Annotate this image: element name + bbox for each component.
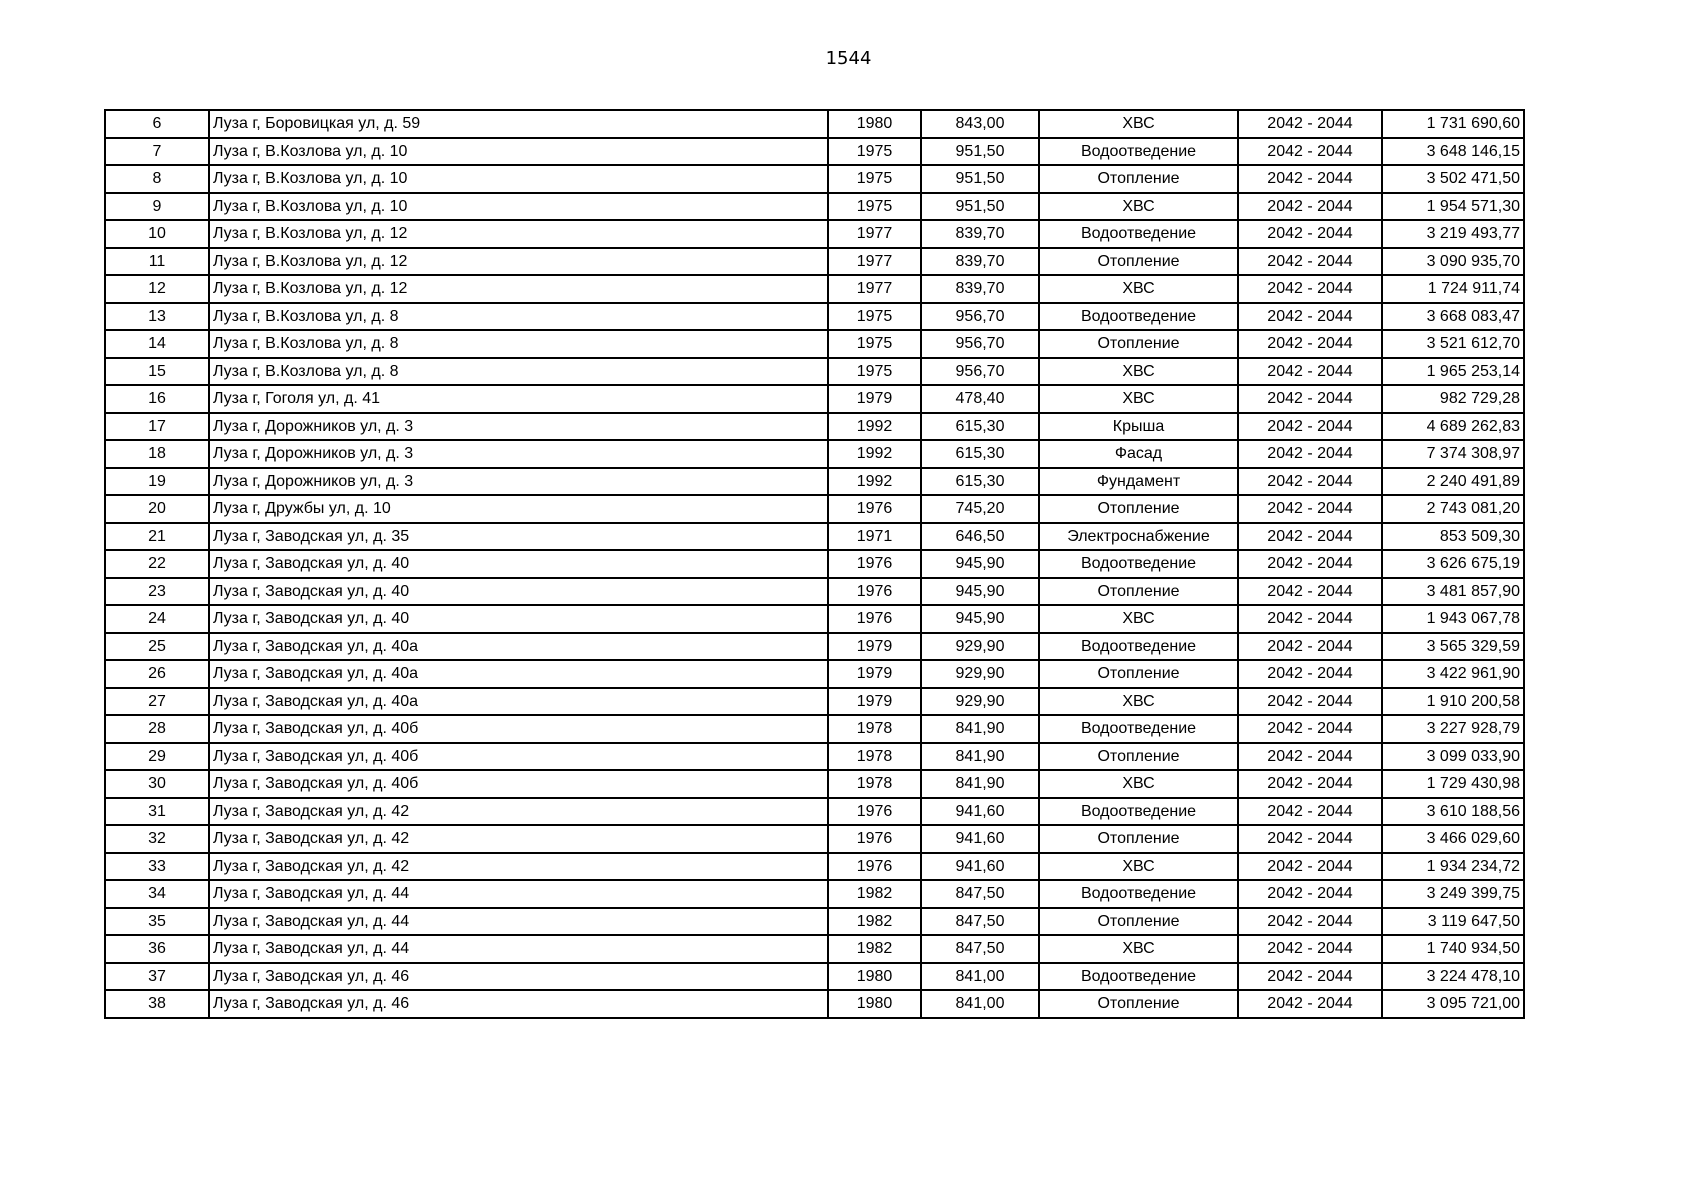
year-built-cell: 1977 [828,275,921,303]
period-cell: 2042 - 2044 [1238,715,1382,743]
area-cell: 478,40 [921,385,1039,413]
area-cell: 615,30 [921,413,1039,441]
address-cell: Луза г, В.Козлова ул, д. 12 [209,275,828,303]
year-built-cell: 1976 [828,825,921,853]
cost-cell: 4 689 262,83 [1382,413,1524,441]
table-row [105,550,1524,578]
table-row [105,413,1524,441]
address-cell: Луза г, Заводская ул, д. 40а [209,633,828,661]
work-type-cell: ХВС [1039,853,1238,881]
work-type-cell: Водоотведение [1039,798,1238,826]
area-cell: 839,70 [921,248,1039,276]
work-type-cell: Крыша [1039,413,1238,441]
year-built-cell: 1982 [828,935,921,963]
row-number-cell: 10 [105,220,209,248]
row-number-cell: 17 [105,413,209,441]
year-built-cell: 1977 [828,220,921,248]
work-type-cell: Отопление [1039,165,1238,193]
year-built-cell: 1979 [828,633,921,661]
area-cell: 841,90 [921,715,1039,743]
year-built-cell: 1978 [828,715,921,743]
address-cell: Луза г, В.Козлова ул, д. 8 [209,303,828,331]
address-cell: Луза г, Заводская ул, д. 42 [209,853,828,881]
year-built-cell: 1977 [828,248,921,276]
table-row [105,220,1524,248]
period-cell: 2042 - 2044 [1238,110,1382,138]
work-type-cell: ХВС [1039,275,1238,303]
table-row [105,275,1524,303]
area-cell: 615,30 [921,468,1039,496]
area-cell: 615,30 [921,440,1039,468]
address-cell: Луза г, Дорожников ул, д. 3 [209,413,828,441]
period-cell: 2042 - 2044 [1238,275,1382,303]
area-cell: 951,50 [921,165,1039,193]
row-number-cell: 36 [105,935,209,963]
cost-cell: 3 227 928,79 [1382,715,1524,743]
period-cell: 2042 - 2044 [1238,963,1382,991]
work-type-cell: Водоотведение [1039,550,1238,578]
period-cell: 2042 - 2044 [1238,578,1382,606]
area-cell: 941,60 [921,825,1039,853]
area-cell: 941,60 [921,798,1039,826]
table-row [105,770,1524,798]
row-number-cell: 28 [105,715,209,743]
work-type-cell: Водоотведение [1039,633,1238,661]
cost-cell: 3 502 471,50 [1382,165,1524,193]
area-cell: 841,90 [921,770,1039,798]
table-row [105,193,1524,221]
row-number-cell: 31 [105,798,209,826]
address-cell: Луза г, Заводская ул, д. 40 [209,605,828,633]
row-number-cell: 20 [105,495,209,523]
period-cell: 2042 - 2044 [1238,468,1382,496]
row-number-cell: 7 [105,138,209,166]
table-row [105,385,1524,413]
cost-cell: 3 565 329,59 [1382,633,1524,661]
year-built-cell: 1979 [828,660,921,688]
row-number-cell: 12 [105,275,209,303]
address-cell: Луза г, В.Козлова ул, д. 12 [209,248,828,276]
row-number-cell: 19 [105,468,209,496]
period-cell: 2042 - 2044 [1238,605,1382,633]
row-number-cell: 33 [105,853,209,881]
period-cell: 2042 - 2044 [1238,358,1382,386]
table-row [105,605,1524,633]
address-cell: Луза г, Дорожников ул, д. 3 [209,440,828,468]
period-cell: 2042 - 2044 [1238,193,1382,221]
area-cell: 929,90 [921,633,1039,661]
area-cell: 951,50 [921,193,1039,221]
period-cell: 2042 - 2044 [1238,138,1382,166]
period-cell: 2042 - 2044 [1238,165,1382,193]
area-cell: 745,20 [921,495,1039,523]
cost-cell: 3 249 399,75 [1382,880,1524,908]
period-cell: 2042 - 2044 [1238,990,1382,1018]
address-cell: Луза г, Заводская ул, д. 44 [209,880,828,908]
row-number-cell: 15 [105,358,209,386]
cost-cell: 3 422 961,90 [1382,660,1524,688]
area-cell: 839,70 [921,220,1039,248]
work-type-cell: ХВС [1039,605,1238,633]
area-cell: 956,70 [921,303,1039,331]
period-cell: 2042 - 2044 [1238,385,1382,413]
period-cell: 2042 - 2044 [1238,688,1382,716]
work-type-cell: ХВС [1039,688,1238,716]
period-cell: 2042 - 2044 [1238,770,1382,798]
cost-cell: 3 610 188,56 [1382,798,1524,826]
year-built-cell: 1992 [828,440,921,468]
year-built-cell: 1979 [828,385,921,413]
area-cell: 847,50 [921,880,1039,908]
year-built-cell: 1975 [828,303,921,331]
address-cell: Луза г, В.Козлова ул, д. 12 [209,220,828,248]
work-type-cell: Отопление [1039,330,1238,358]
area-cell: 945,90 [921,578,1039,606]
table-row [105,908,1524,936]
row-number-cell: 22 [105,550,209,578]
period-cell: 2042 - 2044 [1238,908,1382,936]
table-row [105,440,1524,468]
cost-cell: 3 648 146,15 [1382,138,1524,166]
period-cell: 2042 - 2044 [1238,413,1382,441]
table-row [105,853,1524,881]
work-type-cell: Отопление [1039,825,1238,853]
year-built-cell: 1976 [828,853,921,881]
address-cell: Луза г, В.Козлова ул, д. 8 [209,358,828,386]
area-cell: 839,70 [921,275,1039,303]
work-type-cell: Фасад [1039,440,1238,468]
address-cell: Луза г, В.Козлова ул, д. 10 [209,193,828,221]
period-cell: 2042 - 2044 [1238,440,1382,468]
table-row [105,165,1524,193]
year-built-cell: 1976 [828,798,921,826]
row-number-cell: 14 [105,330,209,358]
cost-cell: 2 743 081,20 [1382,495,1524,523]
address-cell: Луза г, Заводская ул, д. 40 [209,578,828,606]
area-cell: 847,50 [921,908,1039,936]
cost-cell: 3 521 612,70 [1382,330,1524,358]
work-type-cell: Отопление [1039,908,1238,936]
area-cell: 956,70 [921,330,1039,358]
year-built-cell: 1980 [828,963,921,991]
period-cell: 2042 - 2044 [1238,633,1382,661]
cost-cell: 7 374 308,97 [1382,440,1524,468]
work-type-cell: Водоотведение [1039,715,1238,743]
year-built-cell: 1978 [828,743,921,771]
year-built-cell: 1971 [828,523,921,551]
table-row [105,798,1524,826]
table-row [105,825,1524,853]
cost-cell: 3 090 935,70 [1382,248,1524,276]
year-built-cell: 1976 [828,578,921,606]
cost-cell: 1 910 200,58 [1382,688,1524,716]
work-type-cell: Электроснабжение [1039,523,1238,551]
area-cell: 841,90 [921,743,1039,771]
work-type-cell: Отопление [1039,248,1238,276]
table-row [105,138,1524,166]
work-type-cell: ХВС [1039,935,1238,963]
year-built-cell: 1980 [828,110,921,138]
row-number-cell: 35 [105,908,209,936]
year-built-cell: 1975 [828,193,921,221]
table-row [105,330,1524,358]
cost-cell: 3 481 857,90 [1382,578,1524,606]
year-built-cell: 1992 [828,468,921,496]
row-number-cell: 30 [105,770,209,798]
table-row [105,523,1524,551]
year-built-cell: 1982 [828,880,921,908]
row-number-cell: 16 [105,385,209,413]
year-built-cell: 1976 [828,605,921,633]
work-type-cell: Водоотведение [1039,303,1238,331]
row-number-cell: 11 [105,248,209,276]
work-type-cell: Отопление [1039,990,1238,1018]
row-number-cell: 38 [105,990,209,1018]
row-number-cell: 26 [105,660,209,688]
address-cell: Луза г, Заводская ул, д. 42 [209,798,828,826]
address-cell: Луза г, Дружбы ул, д. 10 [209,495,828,523]
row-number-cell: 6 [105,110,209,138]
cost-cell: 1 724 911,74 [1382,275,1524,303]
area-cell: 841,00 [921,990,1039,1018]
year-built-cell: 1979 [828,688,921,716]
address-cell: Луза г, В.Козлова ул, д. 8 [209,330,828,358]
table-row [105,743,1524,771]
work-type-cell: Отопление [1039,578,1238,606]
year-built-cell: 1976 [828,550,921,578]
work-type-cell: Водоотведение [1039,880,1238,908]
work-type-cell: Отопление [1039,495,1238,523]
cost-cell: 1 740 934,50 [1382,935,1524,963]
address-cell: Луза г, Заводская ул, д. 42 [209,825,828,853]
address-cell: Луза г, Заводская ул, д. 40б [209,715,828,743]
work-type-cell: ХВС [1039,110,1238,138]
area-cell: 945,90 [921,550,1039,578]
table-row [105,688,1524,716]
work-type-cell: Отопление [1039,743,1238,771]
year-built-cell: 1975 [828,330,921,358]
page-number: 1544 [825,48,872,69]
work-type-cell: ХВС [1039,193,1238,221]
address-cell: Луза г, Заводская ул, д. 44 [209,935,828,963]
address-cell: Луза г, Боровицкая ул, д. 59 [209,110,828,138]
area-cell: 847,50 [921,935,1039,963]
address-cell: Луза г, Заводская ул, д. 40б [209,770,828,798]
period-cell: 2042 - 2044 [1238,825,1382,853]
table-row [105,935,1524,963]
cost-cell: 3 668 083,47 [1382,303,1524,331]
period-cell: 2042 - 2044 [1238,550,1382,578]
work-type-cell: Фундамент [1039,468,1238,496]
area-cell: 646,50 [921,523,1039,551]
row-number-cell: 18 [105,440,209,468]
year-built-cell: 1975 [828,165,921,193]
address-cell: Луза г, Заводская ул, д. 40 [209,550,828,578]
work-type-cell: ХВС [1039,358,1238,386]
cost-cell: 982 729,28 [1382,385,1524,413]
year-built-cell: 1992 [828,413,921,441]
area-cell: 945,90 [921,605,1039,633]
address-cell: Луза г, Дорожников ул, д. 3 [209,468,828,496]
address-cell: Луза г, Гоголя ул, д. 41 [209,385,828,413]
table-row [105,963,1524,991]
period-cell: 2042 - 2044 [1238,495,1382,523]
year-built-cell: 1978 [828,770,921,798]
row-number-cell: 21 [105,523,209,551]
work-type-cell: ХВС [1039,770,1238,798]
cost-cell: 1 731 690,60 [1382,110,1524,138]
cost-cell: 3 466 029,60 [1382,825,1524,853]
period-cell: 2042 - 2044 [1238,880,1382,908]
cost-cell: 1 934 234,72 [1382,853,1524,881]
area-cell: 841,00 [921,963,1039,991]
address-cell: Луза г, Заводская ул, д. 46 [209,963,828,991]
area-cell: 956,70 [921,358,1039,386]
work-type-cell: Водоотведение [1039,138,1238,166]
row-number-cell: 27 [105,688,209,716]
period-cell: 2042 - 2044 [1238,853,1382,881]
cost-cell: 1 943 067,78 [1382,605,1524,633]
area-cell: 951,50 [921,138,1039,166]
row-number-cell: 13 [105,303,209,331]
cost-cell: 3 219 493,77 [1382,220,1524,248]
area-cell: 941,60 [921,853,1039,881]
area-cell: 843,00 [921,110,1039,138]
work-type-cell: ХВС [1039,385,1238,413]
cost-cell: 3 224 478,10 [1382,963,1524,991]
table-row [105,990,1524,1018]
table-row [105,578,1524,606]
table-row [105,880,1524,908]
year-built-cell: 1976 [828,495,921,523]
row-number-cell: 9 [105,193,209,221]
cost-cell: 853 509,30 [1382,523,1524,551]
address-cell: Луза г, Заводская ул, д. 46 [209,990,828,1018]
period-cell: 2042 - 2044 [1238,248,1382,276]
period-cell: 2042 - 2044 [1238,303,1382,331]
period-cell: 2042 - 2044 [1238,523,1382,551]
cost-cell: 1 729 430,98 [1382,770,1524,798]
cost-cell: 1 965 253,14 [1382,358,1524,386]
address-cell: Луза г, Заводская ул, д. 40а [209,688,828,716]
period-cell: 2042 - 2044 [1238,220,1382,248]
period-cell: 2042 - 2044 [1238,798,1382,826]
address-cell: Луза г, Заводская ул, д. 40а [209,660,828,688]
work-type-cell: Отопление [1039,660,1238,688]
address-cell: Луза г, Заводская ул, д. 35 [209,523,828,551]
table-row [105,110,1524,138]
year-built-cell: 1980 [828,990,921,1018]
table-row [105,303,1524,331]
table-body [105,110,1524,1018]
period-cell: 2042 - 2044 [1238,935,1382,963]
cost-cell: 3 099 033,90 [1382,743,1524,771]
work-type-cell: Водоотведение [1039,963,1238,991]
cost-cell: 1 954 571,30 [1382,193,1524,221]
year-built-cell: 1975 [828,358,921,386]
cost-cell: 2 240 491,89 [1382,468,1524,496]
area-cell: 929,90 [921,660,1039,688]
work-type-cell: Водоотведение [1039,220,1238,248]
row-number-cell: 34 [105,880,209,908]
row-number-cell: 29 [105,743,209,771]
row-number-cell: 24 [105,605,209,633]
cost-cell: 3 119 647,50 [1382,908,1524,936]
row-number-cell: 25 [105,633,209,661]
period-cell: 2042 - 2044 [1238,743,1382,771]
year-built-cell: 1975 [828,138,921,166]
table-row [105,468,1524,496]
address-cell: Луза г, Заводская ул, д. 40б [209,743,828,771]
row-number-cell: 23 [105,578,209,606]
area-cell: 929,90 [921,688,1039,716]
row-number-cell: 8 [105,165,209,193]
address-cell: Луза г, Заводская ул, д. 44 [209,908,828,936]
period-cell: 2042 - 2044 [1238,660,1382,688]
table-row [105,358,1524,386]
row-number-cell: 32 [105,825,209,853]
period-cell: 2042 - 2044 [1238,330,1382,358]
repair-schedule-table [104,109,1525,1019]
cost-cell: 3 626 675,19 [1382,550,1524,578]
table-row [105,633,1524,661]
cost-cell: 3 095 721,00 [1382,990,1524,1018]
table-row [105,248,1524,276]
table-row [105,660,1524,688]
table-row [105,715,1524,743]
year-built-cell: 1982 [828,908,921,936]
address-cell: Луза г, В.Козлова ул, д. 10 [209,138,828,166]
row-number-cell: 37 [105,963,209,991]
table-row [105,495,1524,523]
address-cell: Луза г, В.Козлова ул, д. 10 [209,165,828,193]
